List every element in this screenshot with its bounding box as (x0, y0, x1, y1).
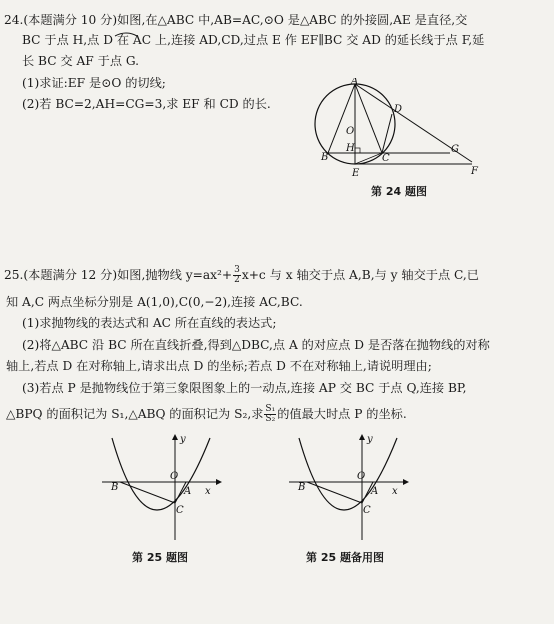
fig25s-label-y: y (367, 434, 373, 445)
q25-line-2: 知 A,C 两点坐标分别是 A(1,0),C(0,−2),连接 AC,BC. (6, 295, 303, 309)
fig25s-label-a: A (371, 486, 379, 497)
s-numerator: S₁ (265, 404, 276, 414)
q25-line-5: 轴上,若点 D 在对称轴上,请求出点 D 的坐标;若点 D 不在对称轴上,请说明理由; (6, 359, 432, 373)
frac-denominator: 2 (234, 275, 240, 285)
arc-ac-mark (113, 31, 139, 37)
fig24-label-b: B (321, 152, 329, 163)
q25-line-4: (2)将△ABC 沿 BC 所在直线折叠,得到△DBC,点 A 的对应点 D 是否落在抛物线的对称 (22, 338, 490, 352)
q25-line-7 (6, 405, 407, 424)
q24-line-2: BC 于点 H,点 D 在 AC 上,连接 AD,CD,过点 E 作 EF∥BC 交 AD 的延长线于点 F,延 (22, 33, 485, 47)
q25-line-3: (1)求抛物线的表达式和 AC 所在直线的表达式; (22, 316, 277, 330)
fig24-label-c: C (382, 153, 390, 164)
fig25-label-c: C (176, 505, 184, 516)
fig24-label-f: F (471, 166, 478, 177)
q25-line-7-post: 的值最大时点 P 的坐标. (277, 407, 407, 421)
q25-line-1-pre: 25.(本题满分 12 分)如图,抛物线 y=ax²+ (4, 268, 233, 282)
fig25-label-o: O (170, 471, 179, 482)
q24-line-1: 24.(本题满分 10 分)如图,在△ABC 中,AB=AC,⊙O 是△ABC 的外接圆,AE 是直径,交 (4, 13, 468, 27)
fig25-label-a: A (184, 486, 192, 497)
fig25s-label-c: C (363, 505, 371, 516)
fig25-label-y: y (180, 434, 186, 445)
q24-line-4: (1)求证:EF 是⊙O 的切线; (22, 76, 166, 90)
fig24-label-e: E (352, 168, 360, 179)
q25-line-6: (3)若点 P 是抛物线位于第三象限图象上的一动点,连接 AP 交 BC 于点 Q,连接 BP, (22, 381, 467, 395)
fraction-three-halves (233, 266, 241, 285)
figure-25-spare-caption: 第 25 题备用图 (306, 551, 384, 564)
q25-line-7-pre: △BPQ 的面积记为 S₁,△ABQ 的面积记为 S₂,求 (6, 407, 264, 421)
s-denominator: S₂ (265, 414, 276, 424)
fig24-label-h: H (346, 143, 355, 154)
frac-numerator: 3 (234, 265, 240, 275)
fig25-label-x: x (205, 486, 211, 497)
q25-line-1-post: x+c 与 x 轴交于点 A,B,与 y 轴交于点 C,已 (241, 268, 479, 282)
figure-24-caption: 第 24 题图 (371, 185, 427, 198)
fig25-label-b: B (111, 482, 119, 493)
fig24-label-o: O (346, 126, 355, 137)
fig25s-label-x: x (392, 486, 398, 497)
figure-25-caption: 第 25 题图 (132, 551, 188, 564)
figure-24 (310, 78, 485, 180)
figure-25-spare (285, 432, 413, 544)
fig24-label-g: G (451, 144, 459, 155)
fig25s-label-o: O (357, 471, 366, 482)
fraction-s1-s2 (264, 405, 276, 424)
fig25s-label-b: B (298, 482, 306, 493)
q24-line-5: (2)若 BC=2,AH=CG=3,求 EF 和 CD 的长. (22, 97, 271, 111)
fig24-label-d: D (394, 104, 403, 115)
figure-25 (98, 432, 226, 544)
q25-line-1 (4, 266, 479, 285)
fig24-label-a: A (351, 78, 359, 87)
q24-line-3: 长 BC 交 AF 于点 G. (22, 54, 140, 68)
